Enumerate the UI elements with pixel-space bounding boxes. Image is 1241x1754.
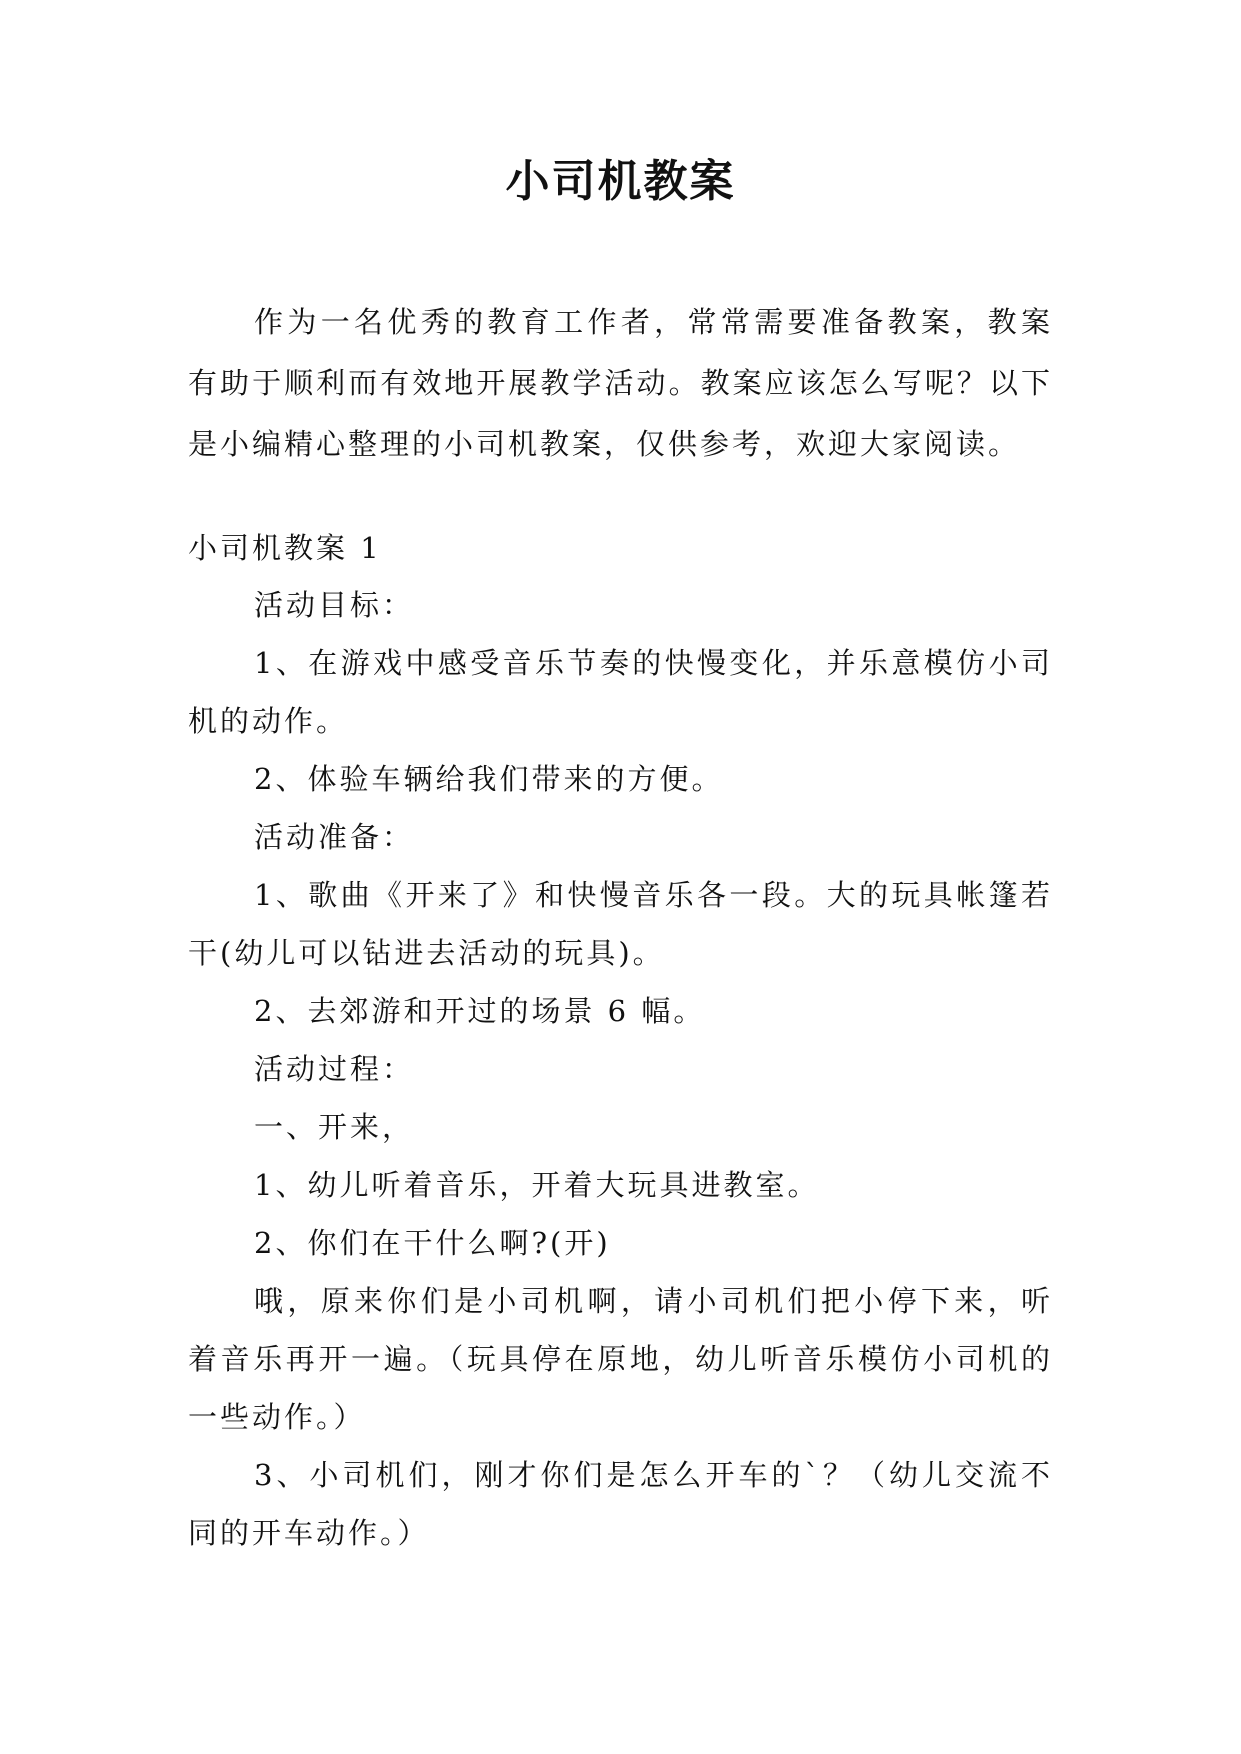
document-title: 小司机教案	[505, 156, 736, 207]
section-heading: 小司机教案 1	[188, 531, 382, 565]
intro-paragraph: 作为一名优秀的教育工作者，常常需要准备教案，教案有助于顺利而有效地开展教学活动。教案应该怎么写呢？以下是小编精心整理的小司机教案，仅供参考，欢迎大家阅读。	[188, 305, 1053, 461]
paragraph-prep-1: 1、歌曲《开来了》和快慢音乐各一段。大的玩具帐篷若干(幼儿可以钻进去活动的玩具)。	[188, 878, 1053, 970]
paragraph-goal-2: 2、体验车辆给我们带来的方便。	[254, 762, 724, 796]
paragraph-step-1: 1、幼儿听着音乐，开着大玩具进教室。	[254, 1168, 820, 1202]
paragraph-goals-heading: 活动目标：	[254, 588, 415, 622]
paragraph-prep-heading: 活动准备：	[254, 820, 415, 854]
lesson-body	[188, 576, 1053, 1562]
paragraph-step-2: 2、你们在干什么啊?(开)	[254, 1226, 611, 1260]
paragraph-process-heading: 活动过程：	[254, 1052, 415, 1086]
paragraph-prep-2: 2、去郊游和开过的场景 6 幅。	[254, 994, 706, 1028]
paragraph-step-3: 3、小司机们，刚才你们是怎么开车的`？（幼儿交流不同的开车动作。）	[188, 1458, 1053, 1550]
paragraph-step-2-detail: 哦，原来你们是小司机啊，请小司机们把小停下来，听着音乐再开一遍。（玩具停在原地，幼儿听音乐模仿小司机的一些动作。）	[188, 1284, 1053, 1434]
paragraph-step-heading: 一、开来，	[254, 1110, 415, 1144]
paragraph-goal-1: 1、在游戏中感受音乐节奏的快慢变化，并乐意模仿小司机的动作。	[188, 646, 1053, 738]
